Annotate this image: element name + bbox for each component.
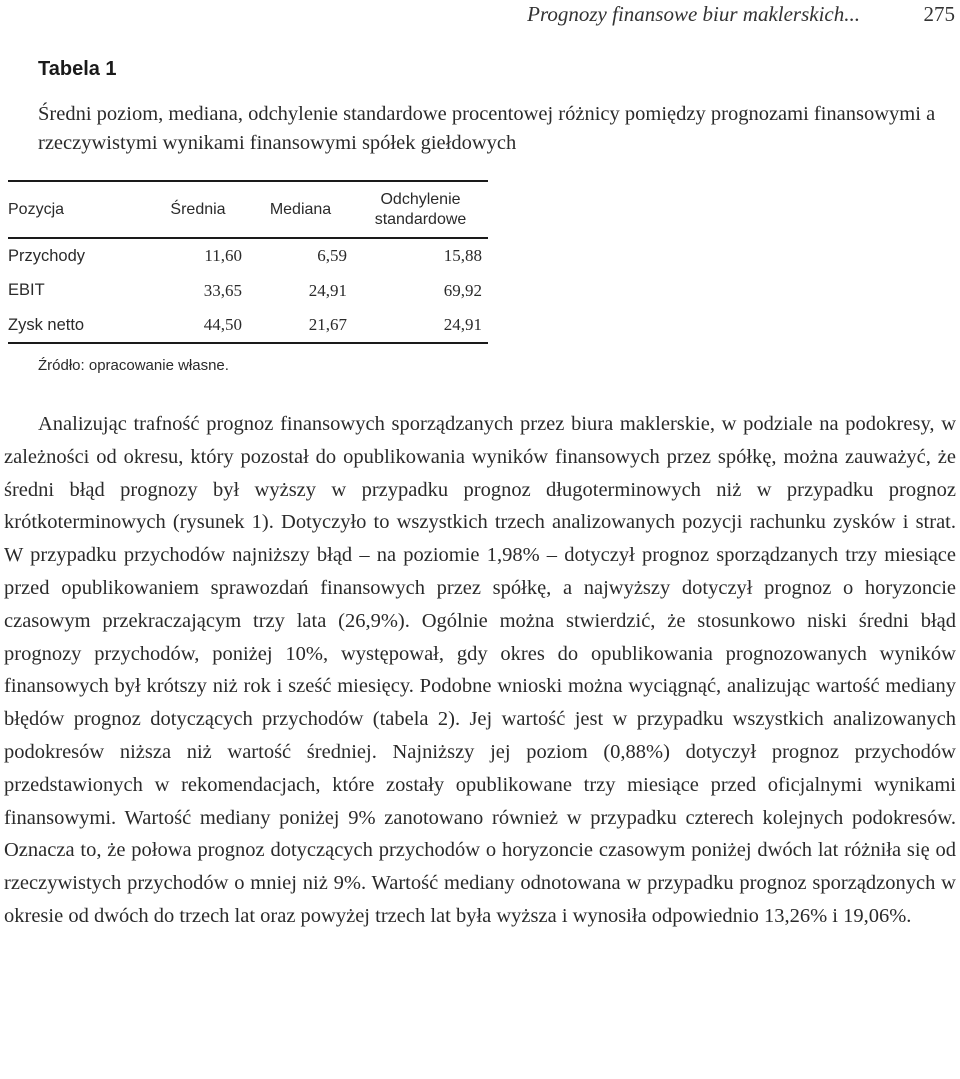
- body-paragraph: Analizując trafność prognoz finansowych sporządzanych przez biura maklerskie, w podziale na podokresy, w zależności od okresu, który pozostał do opublikowania wyników finansowych przez spółkę, można zauważyć, że średni błąd prognozy był wyższy w przypadku prognoz długoterminowych niż w przypadku prognoz krótkoterminowych (rysunek 1). Dotyczyło to wszystkich trzech analizowanych pozycji rachunku zysków i strat. W przypadku przychodów najniższy błąd – na poziomie 1,98% – dotyczył prognoz sporządzanych trzy miesiące przed opublikowaniem sprawozdań finansowych przez spółkę, a najwyższy dotyczył prognoz o horyzoncie czasowym przekraczającym trzy lata (26,9%). Ogólnie można stwierdzić, że stosunkowo niski średni błąd prognozy przychodów, poniżej 10%, występował, gdy okres do opublikowania prognozowanych wyników finansowych był krótszy niż rok i sześć miesięcy. Podobne wnioski można wyciągnąć, analizując wartość mediany błędów prognoz dotyczących przychodów (tabela 2). Jej wartość jest w przypadku wszystkich analizowanych podokresów niższa niż wartość średniej. Najniższy jej poziom (0,88%) dotyczył prognoz przychodów przedstawionych w rekomendacjach, które zostały opublikowane trzy miesiące przed oficjalnymi wynikami finansowymi. Wartość mediany poniżej 9% zanotowano również w przypadku czterech kolejnych podokresów. Oznacza to, że połowa prognoz dotyczących przychodów o horyzoncie czasowym poniżej dwóch lat różniła się od rzeczywistych przychodów o mniej niż 9%. Wartość mediany odnotowana w przypadku prognoz sporządzonych w okresie od dwóch do trzech lat oraz powyżej trzech lat była wyższa i wynosiła odpowiednio 13,26% i 19,06%.: [4, 413, 956, 927]
- statistics-table: [8, 180, 488, 344]
- row-name: Zysk netto: [8, 315, 85, 334]
- row-median: 21,67: [308, 315, 347, 334]
- row-std: 69,92: [443, 280, 482, 300]
- row-mean: 11,60: [204, 246, 242, 265]
- column-header-mean: Średnia: [170, 200, 226, 218]
- row-name: EBIT: [8, 281, 45, 299]
- running-header: [0, 0, 960, 30]
- row-median: 6,59: [317, 246, 347, 265]
- table-row: [8, 238, 488, 273]
- table-row: [8, 308, 488, 343]
- row-std: 24,91: [443, 315, 482, 334]
- running-title: Prognozy finansowe biur maklerskich...: [527, 2, 860, 26]
- table-source-note: Źródło: opracowanie własne.: [38, 357, 229, 374]
- column-header-std-line1: Odchylenie: [380, 190, 461, 208]
- row-mean: 44,50: [203, 315, 242, 334]
- table-header-row: [8, 181, 488, 238]
- table-row: [8, 273, 488, 308]
- table-label: Tabela 1: [38, 58, 117, 80]
- row-std: 15,88: [443, 246, 482, 265]
- row-mean: 33,65: [203, 280, 242, 300]
- column-header-std-line2: standardowe: [374, 210, 467, 228]
- column-header-position: Pozycja: [8, 200, 65, 218]
- column-header-std: [353, 181, 488, 238]
- table-caption: Średni poziom, mediana, odchylenie standardowe procentowej różnicy pomiędzy prognozami finansowymi a rzeczywistymi wynikami finansowymi spółek giełdowych: [38, 103, 936, 154]
- page-number: 275: [923, 2, 955, 26]
- row-median: 24,91: [308, 280, 347, 300]
- row-name: Przychody: [8, 246, 86, 265]
- column-header-median: Mediana: [269, 200, 332, 218]
